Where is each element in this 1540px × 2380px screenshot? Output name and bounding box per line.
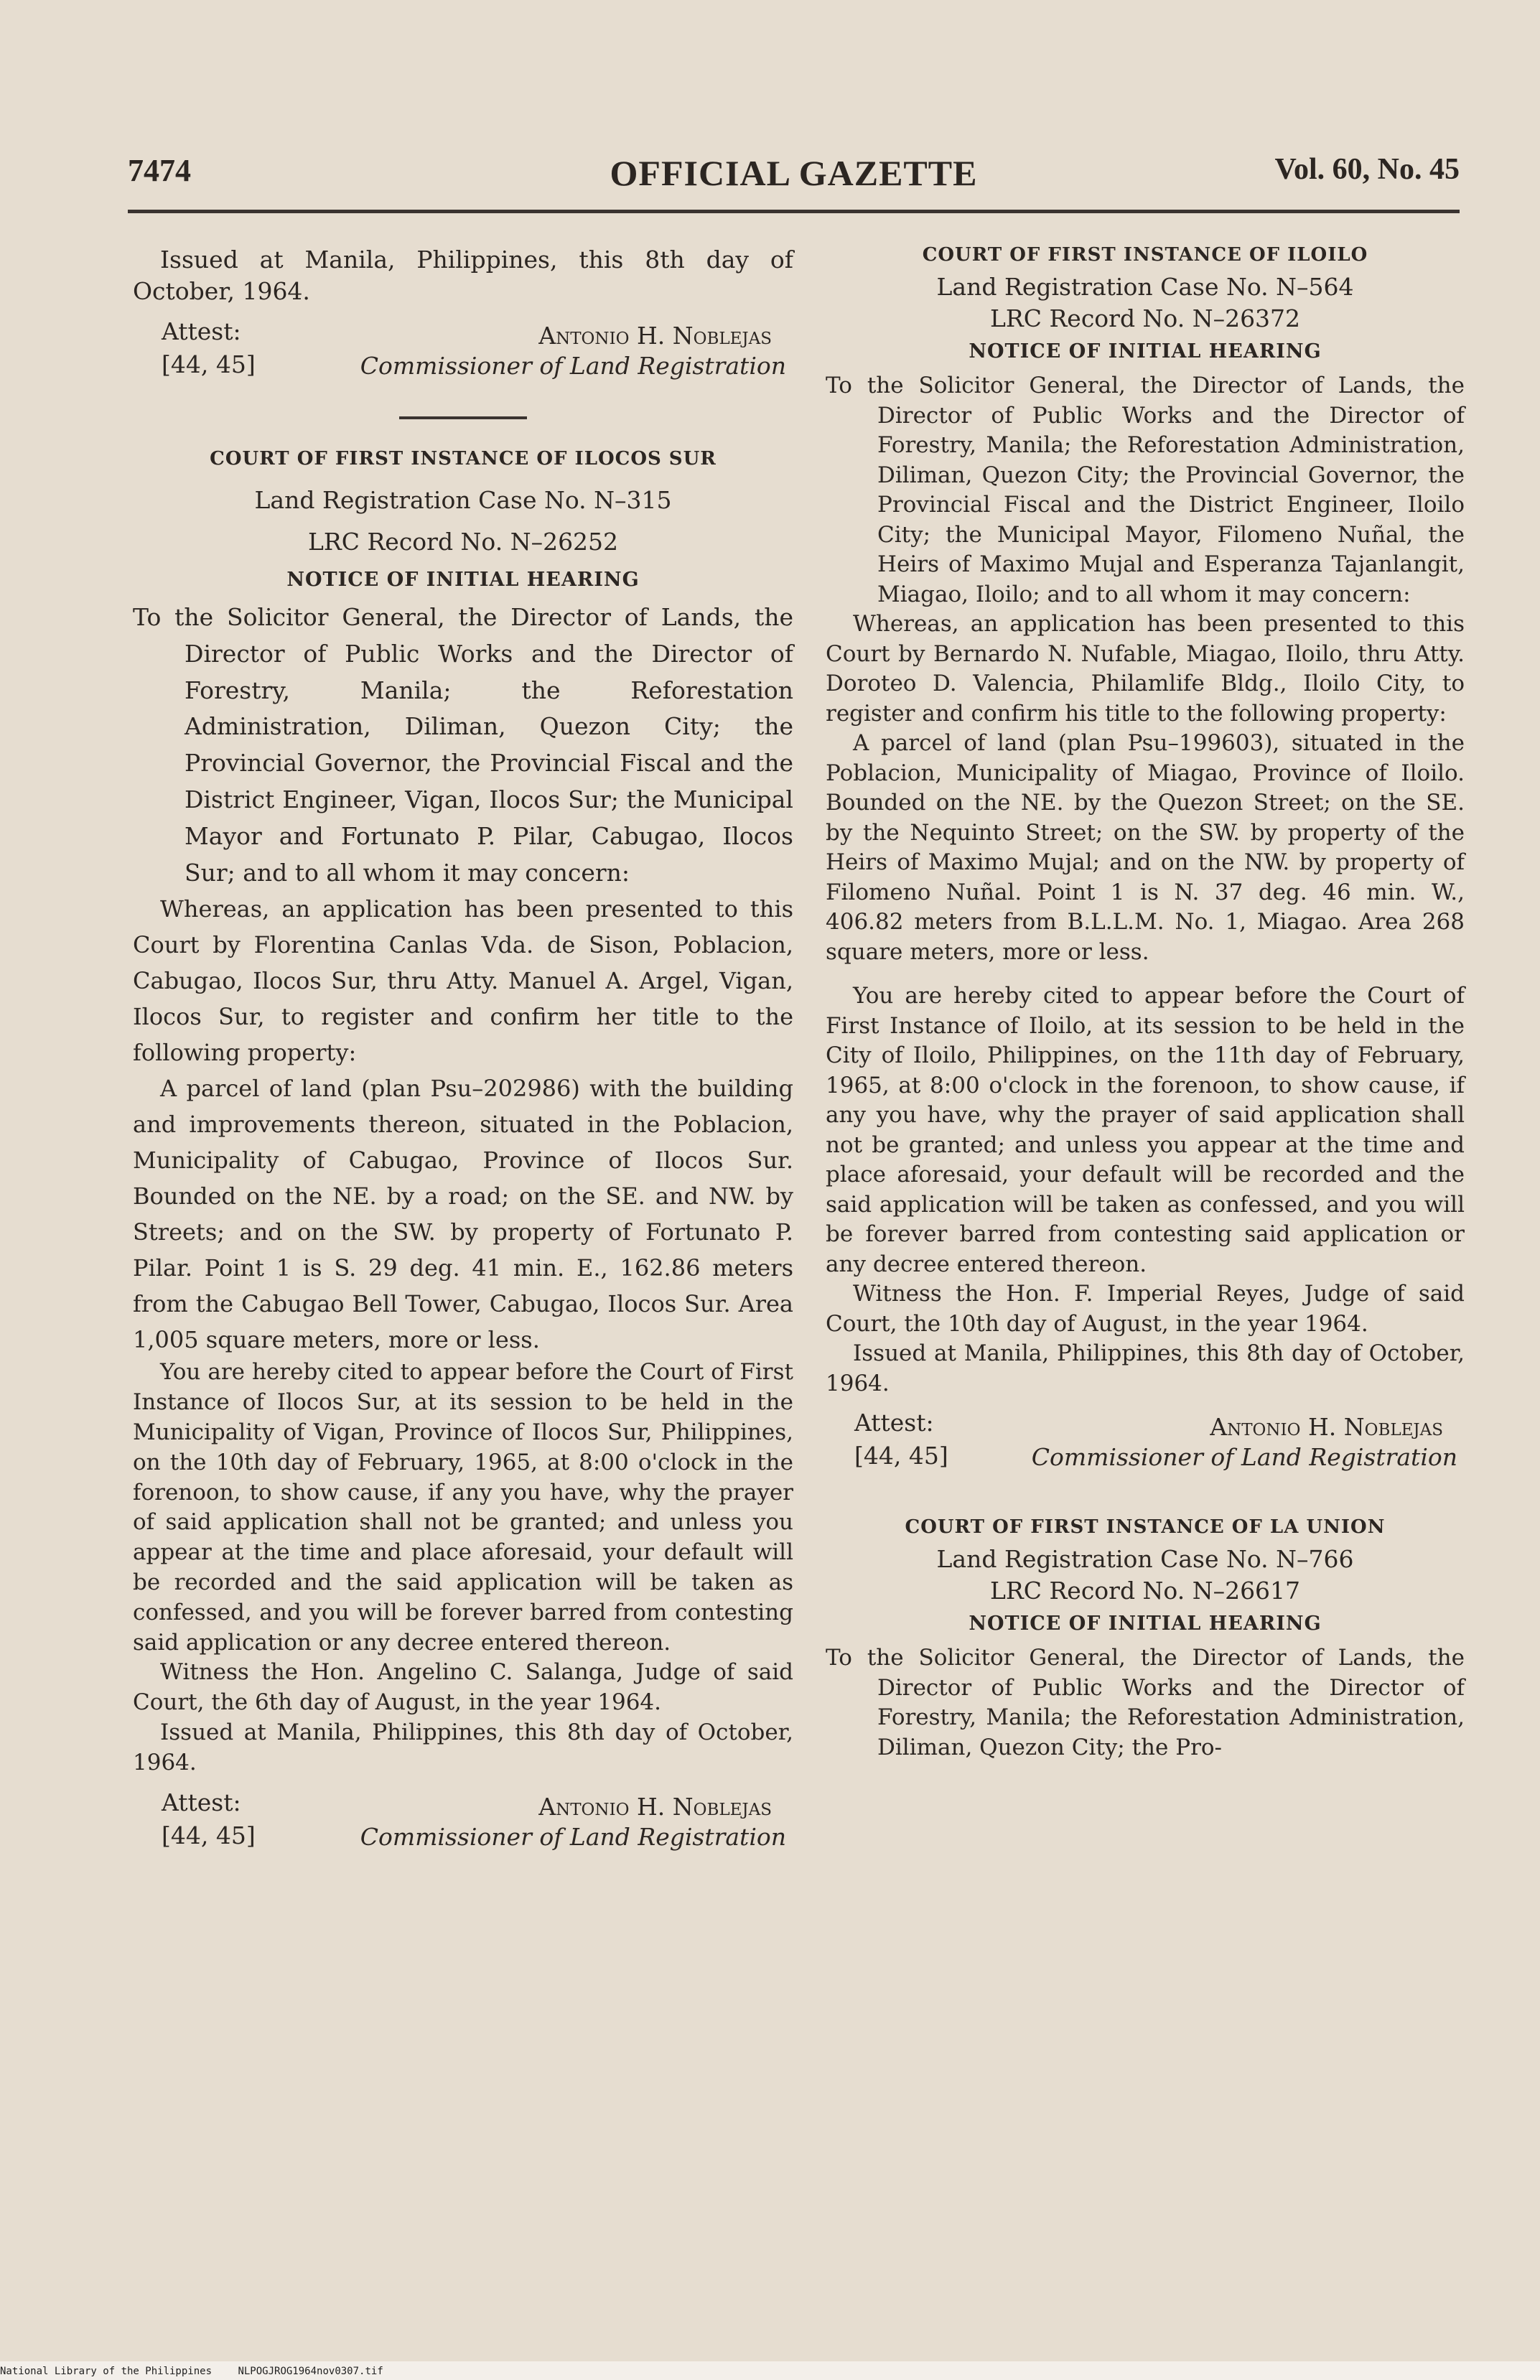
case-number: Land Registration Case No. N–766 <box>936 1545 1354 1573</box>
notice-heading: NOTICE OF INITIAL HEARING <box>969 340 1322 363</box>
right-column <box>826 244 1465 1763</box>
court-heading: COURT OF FIRST INSTANCE OF LA UNION <box>905 1516 1386 1538</box>
attest-label: Attest: <box>162 317 241 345</box>
case-number: Land Registration Case No. N–564 <box>936 273 1354 301</box>
commissioner-role: Commissioner of Land Registration <box>1031 1443 1457 1471</box>
attest-label: Attest: <box>854 1409 934 1437</box>
page-number: 7474 <box>128 153 191 188</box>
notice-heading: NOTICE OF INITIAL HEARING <box>969 1613 1322 1635</box>
whereas-paragraph: Whereas, an application has been presented to this Court by Bernardo N. Nufable, Miagao, Iloilo, thru Atty. Doroteo D. Valencia, Philamlife Bldg., Iloilo City, to register and confirm his title to the following property: <box>826 611 1465 727</box>
witness-paragraph: Witness the Hon. Angelino C. Salanga, Judge of said Court, the 6th day of August, in the year 1964. <box>133 1659 793 1716</box>
publication-title: OFFICIAL GAZETTE <box>610 153 978 193</box>
section-divider <box>399 416 527 419</box>
attest-ref: [44, 45] <box>162 350 256 378</box>
attest-ref: [44, 45] <box>162 1821 256 1849</box>
issued-paragraph: Issued at Manila, Philippines, this 8th day of October, 1964. <box>826 1340 1465 1396</box>
cited-paragraph: You are hereby cited to appear before the Court of First Instance of Ilocos Sur, at its session to be held in the Municipality of Vigan, Province of Ilocos Sur, Philippines, on the 10th day of February, 1965, at 8:00 o'clock in the forenoon, to show cause, if any you have, why the prayer of said application shall not be granted; and unless you appear at the time and place aforesaid, your default will be recorded and the said application will be taken as confessed, and you will be forever barred from contesting said application or any decree entered thereon. <box>133 1359 793 1656</box>
lrc-record: LRC Record No. N–26252 <box>307 528 619 556</box>
parcel-paragraph: A parcel of land (plan Psu–202986) with the building and improvements thereon, situated in the Poblacion, Municipality of Cabugao, Province of Ilocos Sur. Bounded on the NE. by a road; on the SE. and NW. by Streets; and on the SW. by property of Fortunato P. Pilar. Point 1 is S. 29 deg. 41 min. E., 162.86 meters from the Cabugao Bell Tower, Cabugao, Ilocos Sur. Area 1,005 square meters, more or less. <box>133 1075 793 1354</box>
commissioner-name: Antonio H. Noblejas <box>1210 1413 1443 1441</box>
library-name: National Library of the Philippines <box>0 2366 213 2377</box>
attest-block <box>826 1409 1465 1480</box>
spacer <box>826 1480 1465 1516</box>
commissioner-name: Antonio H. Noblejas <box>538 322 772 350</box>
attest-label: Attest: <box>162 1788 241 1816</box>
notice-heading: NOTICE OF INITIAL HEARING <box>286 569 640 591</box>
addressees: To the Solicitor General, the Director of Lands, the Director of Public Works and the Director of Forestry, Manila; the Reforestation Administration, Diliman, Quezon City; the Pro- <box>826 1645 1465 1760</box>
lrc-record: LRC Record No. N–26372 <box>989 304 1301 332</box>
attest-top <box>133 317 793 389</box>
lrc-record: LRC Record No. N–26617 <box>989 1577 1301 1605</box>
addressees: To the Solicitor General, the Director of Lands, the Director of Public Works and the Director of Forestry, Manila; the Reforestation Administration, Diliman, Quezon City; the Provincial Governor, the Provincial Fiscal and the District Engineer, Iloilo City; the Municipal Mayor, Filomeno Nuñal, the Heirs of Maximo Mujal and Esperanza Tajanlangit, Miagao, Iloilo; and to all whom it may concern: <box>826 373 1465 607</box>
court-heading: COURT OF FIRST INSTANCE OF ILOCOS SUR <box>210 448 717 470</box>
cited-paragraph: You are hereby cited to appear before the Court of First Instance of Iloilo, at its session to be held in the City of Iloilo, Philippines, on the 11th day of February, 1965, at 8:00 o'clock in the forenoon, to show cause, if any you have, why the prayer of said application shall not be granted; and unless you appear at the time and place aforesaid, your default will be recorded and the said application will be taken as confessed, and you will be forever barred from contesting said application or any decree entered thereon. <box>826 983 1465 1277</box>
header-rule <box>128 210 1460 213</box>
attest-ref: [44, 45] <box>854 1442 948 1470</box>
commissioner-role: Commissioner of Land Registration <box>360 352 786 380</box>
commissioner-name: Antonio H. Noblejas <box>538 1792 772 1821</box>
spacer <box>826 967 1465 981</box>
witness-paragraph: Witness the Hon. F. Imperial Reyes, Judge of said Court, the 10th day of August, in the year 1964. <box>826 1281 1465 1337</box>
whereas-paragraph: Whereas, an application has been presented to this Court by Florentina Canlas Vda. de Sison, Poblacion, Cabugao, Ilocos Sur, thru Atty. Manuel A. Argel, Vigan, Ilocos Sur, to register and confirm her title to the following property: <box>133 895 793 1067</box>
issued-top: Issued at Manila, Philippines, this 8th day of October, 1964. <box>133 246 793 305</box>
issued-paragraph: Issued at Manila, Philippines, this 8th day of October, 1964. <box>133 1719 793 1775</box>
left-column <box>133 244 793 1860</box>
commissioner-role: Commissioner of Land Registration <box>360 1822 786 1851</box>
scan-footer <box>0 2366 403 2377</box>
volume-label: Vol. 60, No. 45 <box>1274 153 1460 186</box>
attest-bottom <box>133 1788 793 1860</box>
court-heading: COURT OF FIRST INSTANCE OF ILOILO <box>922 244 1368 266</box>
case-number: Land Registration Case No. N–315 <box>254 486 672 514</box>
addressees: To the Solicitor General, the Director of Lands, the Director of Public Works and the Director of Forestry, Manila; the Reforestation Administration, Diliman, Quezon City; the Provincial Governor, the Provincial Fiscal and the District Engineer, Vigan, Ilocos Sur; the Municipal Mayor and Fortunato P. Pilar, Cabugao, Ilocos Sur; and to all whom it may concern: <box>133 603 793 887</box>
page-header <box>128 152 1460 195</box>
file-name: NLPOGJROG1964nov0307.tif <box>238 2366 383 2377</box>
parcel-paragraph: A parcel of land (plan Psu–199603), situated in the Poblacion, Municipality of Miagao, Province of Iloilo. Bounded on the NE. by the Quezon Street; on the SE. by the Nequinto Street; on the SW. by property of the Heirs of Maximo Mujal; and on the NW. by property of Filomeno Nuñal. Point 1 is N. 37 deg. 46 min. W., 406.82 meters from B.L.L.M. No. 1, Miagao. Area 268 square meters, more or less. <box>826 730 1465 965</box>
